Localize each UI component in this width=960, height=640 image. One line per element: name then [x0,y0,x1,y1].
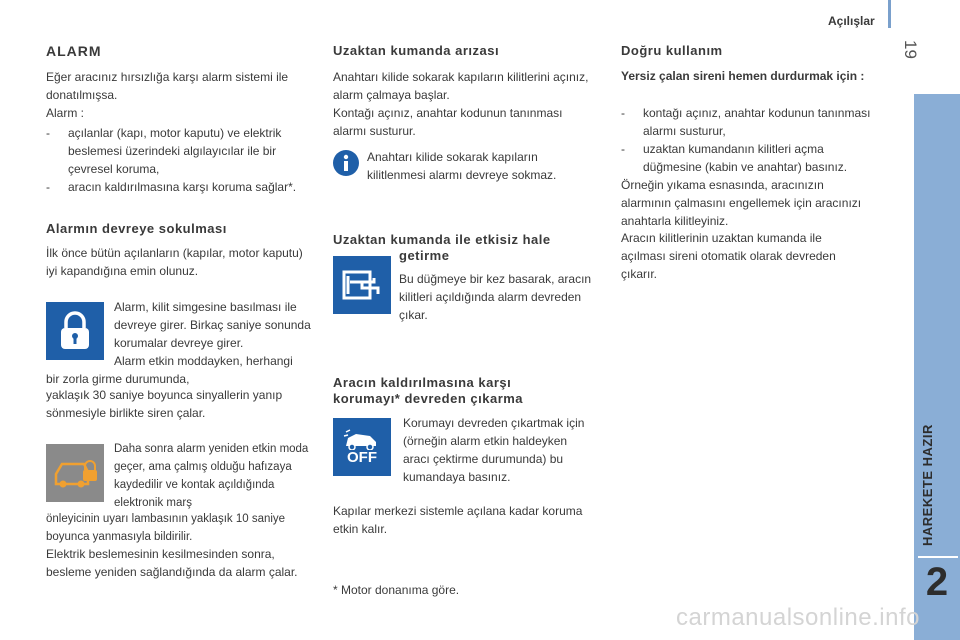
lift-title-b: korumayı* devreden çıkarma [333,391,524,406]
correct-use-p1: Örneğin yıkama esnasında, aracınızın alarmının çalmasını engellemek için aracınızı anahtarla kilitleyiniz. [621,178,862,228]
disable-title-b: getirme [399,248,450,263]
footnote: * Motor donanıma göre. [333,583,460,597]
info-text: Anahtarı kilide sokarak kapıların kilitlenmesi alarmı devreye sokmaz. [367,150,557,182]
lift-note: Kapılar merkezi sistemle açılana kadar koruma etkin kalır. [333,504,583,536]
chapter-tab-label: HAREKETE HAZIR [920,424,935,546]
off-label: OFF [347,449,377,466]
alarm-title: ALARM [46,43,102,59]
active-text-c: yaklaşık 30 saniye boyunca sinyallerin yanıp sönmesiyle birlikte siren çalar. [46,388,283,420]
activation-intro: İlk önce bütün açılanların (kapılar, motor kaputu) iyi kapandığına emin olunuz. [46,246,303,278]
correct-use-bullet-2: - uzaktan kumandanın kilitleri açma düğmesine (kabin ve anahtar) basınız. [621,142,848,174]
chapter-tab-divider [918,556,958,558]
active-text-b: bir zorla girme durumunda, [46,372,190,386]
padlock-icon [46,302,104,360]
chapter-side-tab [914,94,960,640]
info-icon [333,150,359,176]
remote-fault-title: Uzaktan kumanda arızası [333,43,500,58]
active-text-a: Alarm etkin moddayken, herhangi [114,354,293,368]
correct-use-p2: Aracın kilitlerinin uzaktan kumanda ile açılması sireni otomatik olarak devreden çıkarır. [621,231,836,281]
alarm-bullet-2: - aracın kaldırılmasına karşı koruma sağlar*. [46,180,297,194]
page-number: 19 [901,40,920,59]
alarm-bullet-1: - açılanlar (kapı, motor kaputu) ve elektrik beslemesi üzerindeki algılayıcılar ile bir çevresel koruma, [46,126,282,176]
memory-text-a: Daha sonra alarm yeniden etkin moda geçer, ama çalmış olduğu hafızaya kaydedilir ve kontak açıldığında elektronik marş [114,443,309,509]
alarm-intro: Eğer aracınız hırsızlığa karşı alarm sistemi ile donatılmışsa. [46,70,289,102]
remote-fault-p1: Anahtarı kilide sokarak kapıların kilitlerini açınız, alarm çalmaya başlar. [333,70,589,102]
disable-title-a: Uzaktan kumanda ile etkisiz hale [333,232,551,247]
alarm-label: Alarm : [46,106,85,120]
memory-text-b: önleyicinin uyarı lambasının yaklaşık 10 saniye boyunca yanmasıyla bildirilir. [46,513,286,543]
header-divider [888,0,891,28]
disable-text: Bu düğmeye bir kez basarak, aracın kilitleri açıldığında alarm devreden çıkar. [399,272,592,322]
lock-text: Alarm, kilit simgesine basılması ile devreye girer. Birkaç saniye sonunda korumalar devreye girer. [114,300,311,350]
lift-text: Korumayı devreden çıkartmak için (örneğin alarm etkin haldeyken aracı çektirme durumunda) bu kumandaya basınız. [403,416,585,484]
correct-use-title: Doğru kullanım [621,43,723,58]
remote-fault-p2: Kontağı açınız, anahtar kodunun tanınması alarmı susturur. [333,106,563,138]
tilt-sensor-off-button [333,418,391,476]
page-header-title: Açılışlar [828,14,875,28]
alarm-memory-lamp-icon [46,444,104,502]
site-watermark: carmanualsonline.info [676,604,920,631]
activation-title: Alarmın devreye sokulması [46,221,227,236]
correct-use-bullet-1: - kontağı açınız, anahtar kodunun tanınması alarmı susturur, [621,106,871,138]
lift-title-a: Aracın kaldırılmasına karşı [333,375,512,390]
car-tilt-icon [342,428,382,450]
unlock-key-icon [333,256,391,314]
chapter-number: 2 [925,560,949,604]
correct-use-subtitle: Yersiz çalan sireni hemen durdurmak için : [621,69,865,83]
power-text: Elektrik beslemesinin kesilmesinden sonra, besleme yeniden sağlandığında da alarm çalar. [46,547,298,579]
